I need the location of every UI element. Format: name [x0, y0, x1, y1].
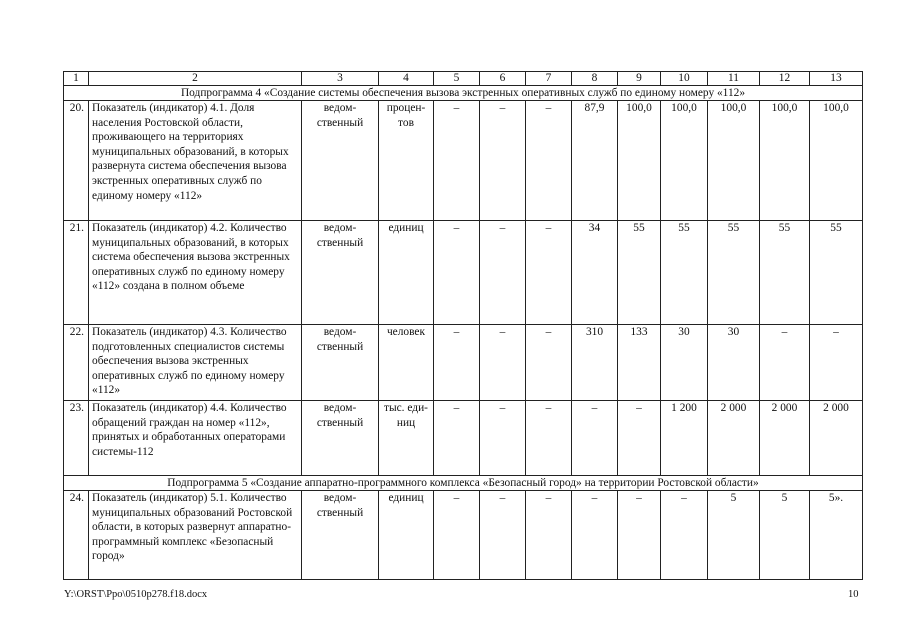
- indicator-unit: процен-тов: [379, 101, 434, 221]
- subprogram-5-row: [64, 476, 863, 491]
- subprogram-5-title: Подпрограмма 5 «Создание аппаратно-программного комплекса «Безопасный город» на территории Ростовской области»: [64, 476, 863, 491]
- col-header-9: 9: [618, 72, 661, 86]
- value-col-5: –: [434, 325, 480, 401]
- column-number-row: [64, 72, 863, 86]
- value-col-7: –: [526, 101, 572, 221]
- value-col-12: 2 000: [760, 401, 810, 476]
- value-col-8: 34: [572, 221, 618, 325]
- row-number: 21.: [64, 221, 89, 325]
- value-col-13: 100,0: [810, 101, 863, 221]
- value-col-9: –: [618, 491, 661, 580]
- value-col-6: –: [480, 401, 526, 476]
- value-col-6: –: [480, 101, 526, 221]
- value-col-13: 55: [810, 221, 863, 325]
- col-header-12: 12: [760, 72, 810, 86]
- value-col-10: 100,0: [661, 101, 708, 221]
- indicator-type: ведом-ственный: [302, 221, 379, 325]
- value-col-11: 30: [708, 325, 760, 401]
- value-col-10: –: [661, 491, 708, 580]
- value-col-8: –: [572, 491, 618, 580]
- indicator-name: Показатель (индикатор) 4.4. Количество обращений граждан на номер «112», принятых и обработанных операторами системы-112: [89, 401, 302, 476]
- value-col-10: 30: [661, 325, 708, 401]
- col-header-13: 13: [810, 72, 863, 86]
- row-number: 20.: [64, 101, 89, 221]
- value-col-10: 1 200: [661, 401, 708, 476]
- indicator-unit: тыс. еди-ниц: [379, 401, 434, 476]
- value-col-9: –: [618, 401, 661, 476]
- value-col-7: –: [526, 491, 572, 580]
- indicator-name: Показатель (индикатор) 4.1. Доля населения Ростовской области, проживающего на территориях муниципальных образований, в которых развернута система обеспечения вызова экстренных оперативных служб по единому номеру «112»: [89, 101, 302, 221]
- col-header-1: 1: [64, 72, 89, 86]
- indicator-unit: единиц: [379, 221, 434, 325]
- value-col-8: 310: [572, 325, 618, 401]
- value-col-9: 133: [618, 325, 661, 401]
- value-col-9: 55: [618, 221, 661, 325]
- indicator-name: Показатель (индикатор) 4.3. Количество подготовленных специалистов системы обеспечения вызова экстренных оперативных служб по единому номеру «112»: [89, 325, 302, 401]
- table-row: [64, 401, 863, 476]
- value-col-5: –: [434, 401, 480, 476]
- value-col-12: –: [760, 325, 810, 401]
- subprogram-4-title: Подпрограмма 4 «Создание системы обеспечения вызова экстренных оперативных служб по единому номеру «112»: [64, 86, 863, 101]
- col-header-10: 10: [661, 72, 708, 86]
- indicator-name: Показатель (индикатор) 4.2. Количество муниципальных образований, в которых система обеспечения вызова экстренных оперативных служб по единому номеру «112» создана в полном объеме: [89, 221, 302, 325]
- value-col-7: –: [526, 401, 572, 476]
- row-number: 24.: [64, 491, 89, 580]
- value-col-9: 100,0: [618, 101, 661, 221]
- value-col-6: –: [480, 325, 526, 401]
- value-col-12: 100,0: [760, 101, 810, 221]
- value-col-5: –: [434, 491, 480, 580]
- indicator-unit: единиц: [379, 491, 434, 580]
- value-col-13: 2 000: [810, 401, 863, 476]
- value-col-5: –: [434, 221, 480, 325]
- value-col-5: –: [434, 101, 480, 221]
- value-col-13: –: [810, 325, 863, 401]
- value-col-6: –: [480, 491, 526, 580]
- col-header-4: 4: [379, 72, 434, 86]
- value-col-8: –: [572, 401, 618, 476]
- value-col-6: –: [480, 221, 526, 325]
- value-col-10: 55: [661, 221, 708, 325]
- indicator-unit: человек: [379, 325, 434, 401]
- value-col-12: 5: [760, 491, 810, 580]
- indicator-name: Показатель (индикатор) 5.1. Количество муниципальных образований Ростовской области, в которых развернут аппаратно-программный комплекс «Безопасный город»: [89, 491, 302, 580]
- subprogram-4-row: [64, 86, 863, 101]
- col-header-5: 5: [434, 72, 480, 86]
- page-number: 10: [848, 589, 859, 600]
- value-col-7: –: [526, 221, 572, 325]
- col-header-8: 8: [572, 72, 618, 86]
- value-col-7: –: [526, 325, 572, 401]
- table-row: [64, 491, 863, 580]
- indicator-type: ведом-ственный: [302, 401, 379, 476]
- value-col-11: 55: [708, 221, 760, 325]
- value-col-11: 100,0: [708, 101, 760, 221]
- value-col-8: 87,9: [572, 101, 618, 221]
- value-col-11: 2 000: [708, 401, 760, 476]
- indicator-type: ведом-ственный: [302, 491, 379, 580]
- document-file-path: Y:\ORST\Ppo\0510p278.f18.docx: [64, 589, 208, 600]
- indicator-type: ведом-ственный: [302, 101, 379, 221]
- table-row: [64, 325, 863, 401]
- col-header-11: 11: [708, 72, 760, 86]
- value-col-13: 5».: [810, 491, 863, 580]
- indicators-table: [63, 71, 863, 580]
- value-col-12: 55: [760, 221, 810, 325]
- indicator-type: ведом-ственный: [302, 325, 379, 401]
- table-row: [64, 221, 863, 325]
- row-number: 22.: [64, 325, 89, 401]
- row-number: 23.: [64, 401, 89, 476]
- col-header-2: 2: [89, 72, 302, 86]
- table-row: [64, 101, 863, 221]
- value-col-11: 5: [708, 491, 760, 580]
- col-header-3: 3: [302, 72, 379, 86]
- col-header-6: 6: [480, 72, 526, 86]
- col-header-7: 7: [526, 72, 572, 86]
